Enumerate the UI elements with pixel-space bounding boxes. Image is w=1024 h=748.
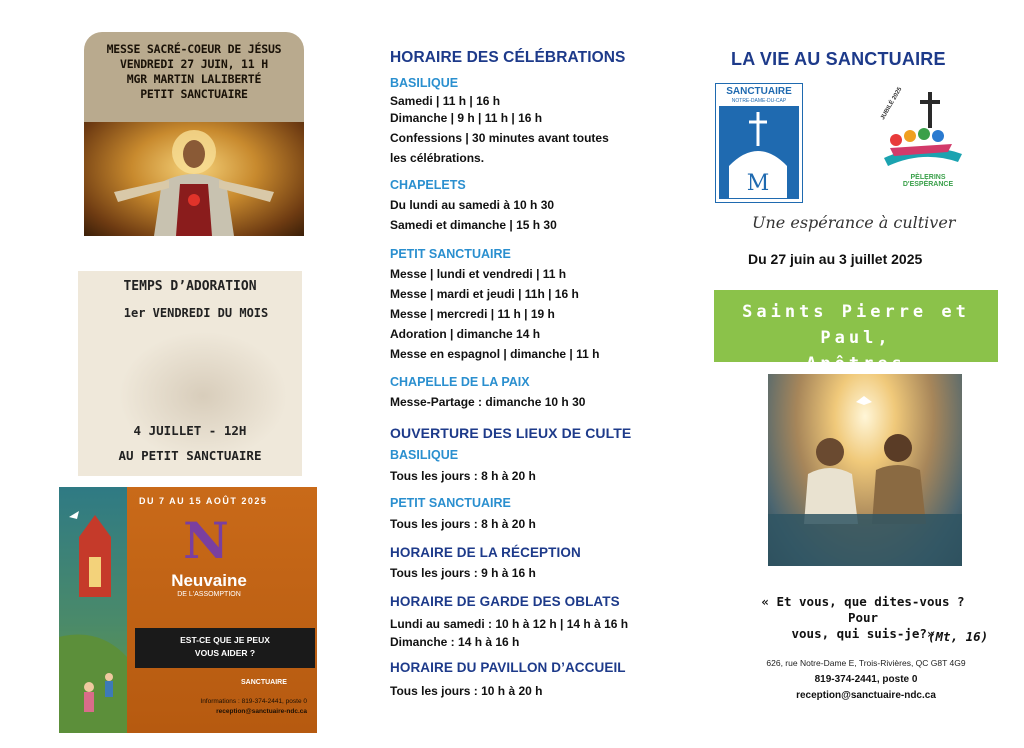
quote-line: vous, qui suis-je?» xyxy=(791,626,935,641)
chapelle-paix-heading: CHAPELLE DE LA PAIX xyxy=(390,375,530,389)
section-title: HORAIRE DES CÉLÉBRATIONS xyxy=(390,49,626,66)
sanctuaire-logo xyxy=(715,83,803,203)
schedule-line: Messe en espagnol | dimanche | 11 h xyxy=(390,347,600,361)
schedule-line: Confessions | 30 minutes avant toutes xyxy=(390,131,609,145)
logo-line2: NOTRE-DAME-DU-CAP xyxy=(731,98,787,104)
schedule-line: Tous les jours : 8 h à 20 h xyxy=(390,517,536,531)
adoration-card xyxy=(78,271,302,476)
baptism-painting xyxy=(768,374,962,566)
messe-sacre-coeur-card xyxy=(84,32,304,236)
week-dates: Du 27 juin au 3 juillet 2025 xyxy=(748,251,923,267)
right-title: LA VIE AU SANCTUAIRE xyxy=(731,49,946,69)
neuvaine-subtitle: DE L'ASSOMPTION xyxy=(177,591,241,598)
info-email: reception@sanctuaire-ndc.ca xyxy=(216,708,307,715)
title-ouverture: OUVERTURE DES LIEUX DE CULTE xyxy=(390,425,632,441)
title-celebrations xyxy=(390,49,626,67)
church-illustration xyxy=(59,487,127,733)
messe-card-line: MESSE SACRÉ-COEUR DE JÉSUS xyxy=(106,42,282,56)
svg-text:M: M xyxy=(746,171,770,196)
ouv-basilique-heading: BASILIQUE xyxy=(390,448,459,462)
jubile-bottom-text: PÈLERINS D'ESPÉRANCE xyxy=(902,174,954,188)
feast-line1: Saints Pierre et Paul, xyxy=(742,302,970,348)
phone: 819-374-2441, poste 0 xyxy=(814,674,918,685)
adoration-subtitle: 1er VENDREDI DU MOIS xyxy=(123,306,269,320)
sacred-heart-painting xyxy=(84,122,304,236)
feast-banner xyxy=(714,290,998,374)
schedule-line: les célébrations. xyxy=(390,151,485,165)
neuvaine-question-box xyxy=(135,628,315,668)
messe-card-line: PETIT SANCTUAIRE xyxy=(140,87,248,101)
schedule-line: Messe | mercredi | 11 h | 19 h xyxy=(390,307,555,321)
pavillon-heading: HORAIRE DU PAVILLON D’ACCUEIL xyxy=(390,660,626,675)
schedule-line: Tous les jours : 8 h à 20 h xyxy=(390,469,536,483)
petit-sanctuaire-heading: PETIT SANCTUAIRE xyxy=(390,247,511,261)
schedule-line: Messe | mardi et jeudi | 11h | 16 h xyxy=(390,287,579,301)
basilique-heading: BASILIQUE xyxy=(390,76,459,90)
address: 626, rue Notre-Dame E, Trois-Rivières, QC G8T 4G9 xyxy=(766,658,966,668)
info-phone: Informations : 819-374-2441, poste 0 xyxy=(200,698,307,705)
question-line: EST-CE QUE JE PEUX xyxy=(180,635,270,645)
adoration-title: TEMPS D’ADORATION xyxy=(123,279,257,294)
messe-card-line: MGR MARTIN LALIBERTÉ xyxy=(126,72,262,86)
neuvaine-dates: DU 7 AU 15 AOÛT 2025 xyxy=(139,496,268,506)
sanctuaire-small-logo: SANCTUAIRE xyxy=(241,679,287,686)
email-link[interactable]: reception@sanctuaire-ndc.ca xyxy=(796,690,936,701)
schedule-line: Samedi | 11 h | 16 h xyxy=(390,94,501,108)
praying-hands-image xyxy=(118,331,288,461)
tagline: Une espérance à cultiver xyxy=(752,213,956,232)
schedule-line: Dimanche | 9 h | 11 h | 16 h xyxy=(390,111,543,125)
schedule-line: Messe-Partage : dimanche 10 h 30 xyxy=(390,395,586,409)
messe-card-line: VENDREDI 27 JUIN, 11 H xyxy=(120,57,268,71)
schedule-line: Samedi et dimanche | 15 h 30 xyxy=(390,218,557,232)
baptism-figures xyxy=(768,374,962,566)
neuvaine-info xyxy=(189,697,307,717)
feast-line2: Apôtres xyxy=(806,354,906,374)
schedule-line: Messe | lundi et vendredi | 11 h xyxy=(390,267,567,281)
pilgrimage-illustration xyxy=(59,487,127,733)
schedule-line: Adoration | dimanche 14 h xyxy=(390,327,541,341)
chapelets-heading: CHAPELETS xyxy=(390,178,466,192)
jubile-top-text: JUBILÉ 2025 xyxy=(880,86,904,121)
schedule-line: Du lundi au samedi à 10 h 30 xyxy=(390,198,555,212)
sacred-heart-figure xyxy=(84,122,304,236)
adoration-place: AU PETIT SANCTUAIRE xyxy=(118,448,262,463)
schedule-line: Tous les jours : 9 h à 16 h xyxy=(390,566,536,580)
logo-line1: SANCTUAIRE xyxy=(726,86,792,97)
adoration-date: 4 JUILLET - 12H xyxy=(133,423,247,438)
neuvaine-title: Neuvaine xyxy=(171,571,247,590)
schedule-line: Dimanche : 14 h à 16 h xyxy=(390,635,520,649)
schedule-line: Lundi au samedi : 10 h à 12 h | 14 h à 16 h xyxy=(390,617,629,631)
jubile-2025-logo xyxy=(878,88,968,196)
quote-reference: (Mt, 16) xyxy=(928,629,989,644)
schedule-line: Tous les jours : 10 h à 20 h xyxy=(390,684,543,698)
quote-line: « Et vous, que dites-vous ? Pour xyxy=(761,594,965,625)
garde-heading: HORAIRE DE GARDE DES OBLATS xyxy=(390,594,620,609)
sanctuaire-emblem-icon xyxy=(719,106,799,199)
reception-heading: HORAIRE DE LA RÉCEPTION xyxy=(390,545,581,560)
question-line: VOUS AIDER ? xyxy=(194,648,256,658)
ouv-petit-heading: PETIT SANCTUAIRE xyxy=(390,496,511,510)
neuvaine-logo-icon: N xyxy=(183,511,229,570)
neuvaine-poster xyxy=(59,487,317,733)
